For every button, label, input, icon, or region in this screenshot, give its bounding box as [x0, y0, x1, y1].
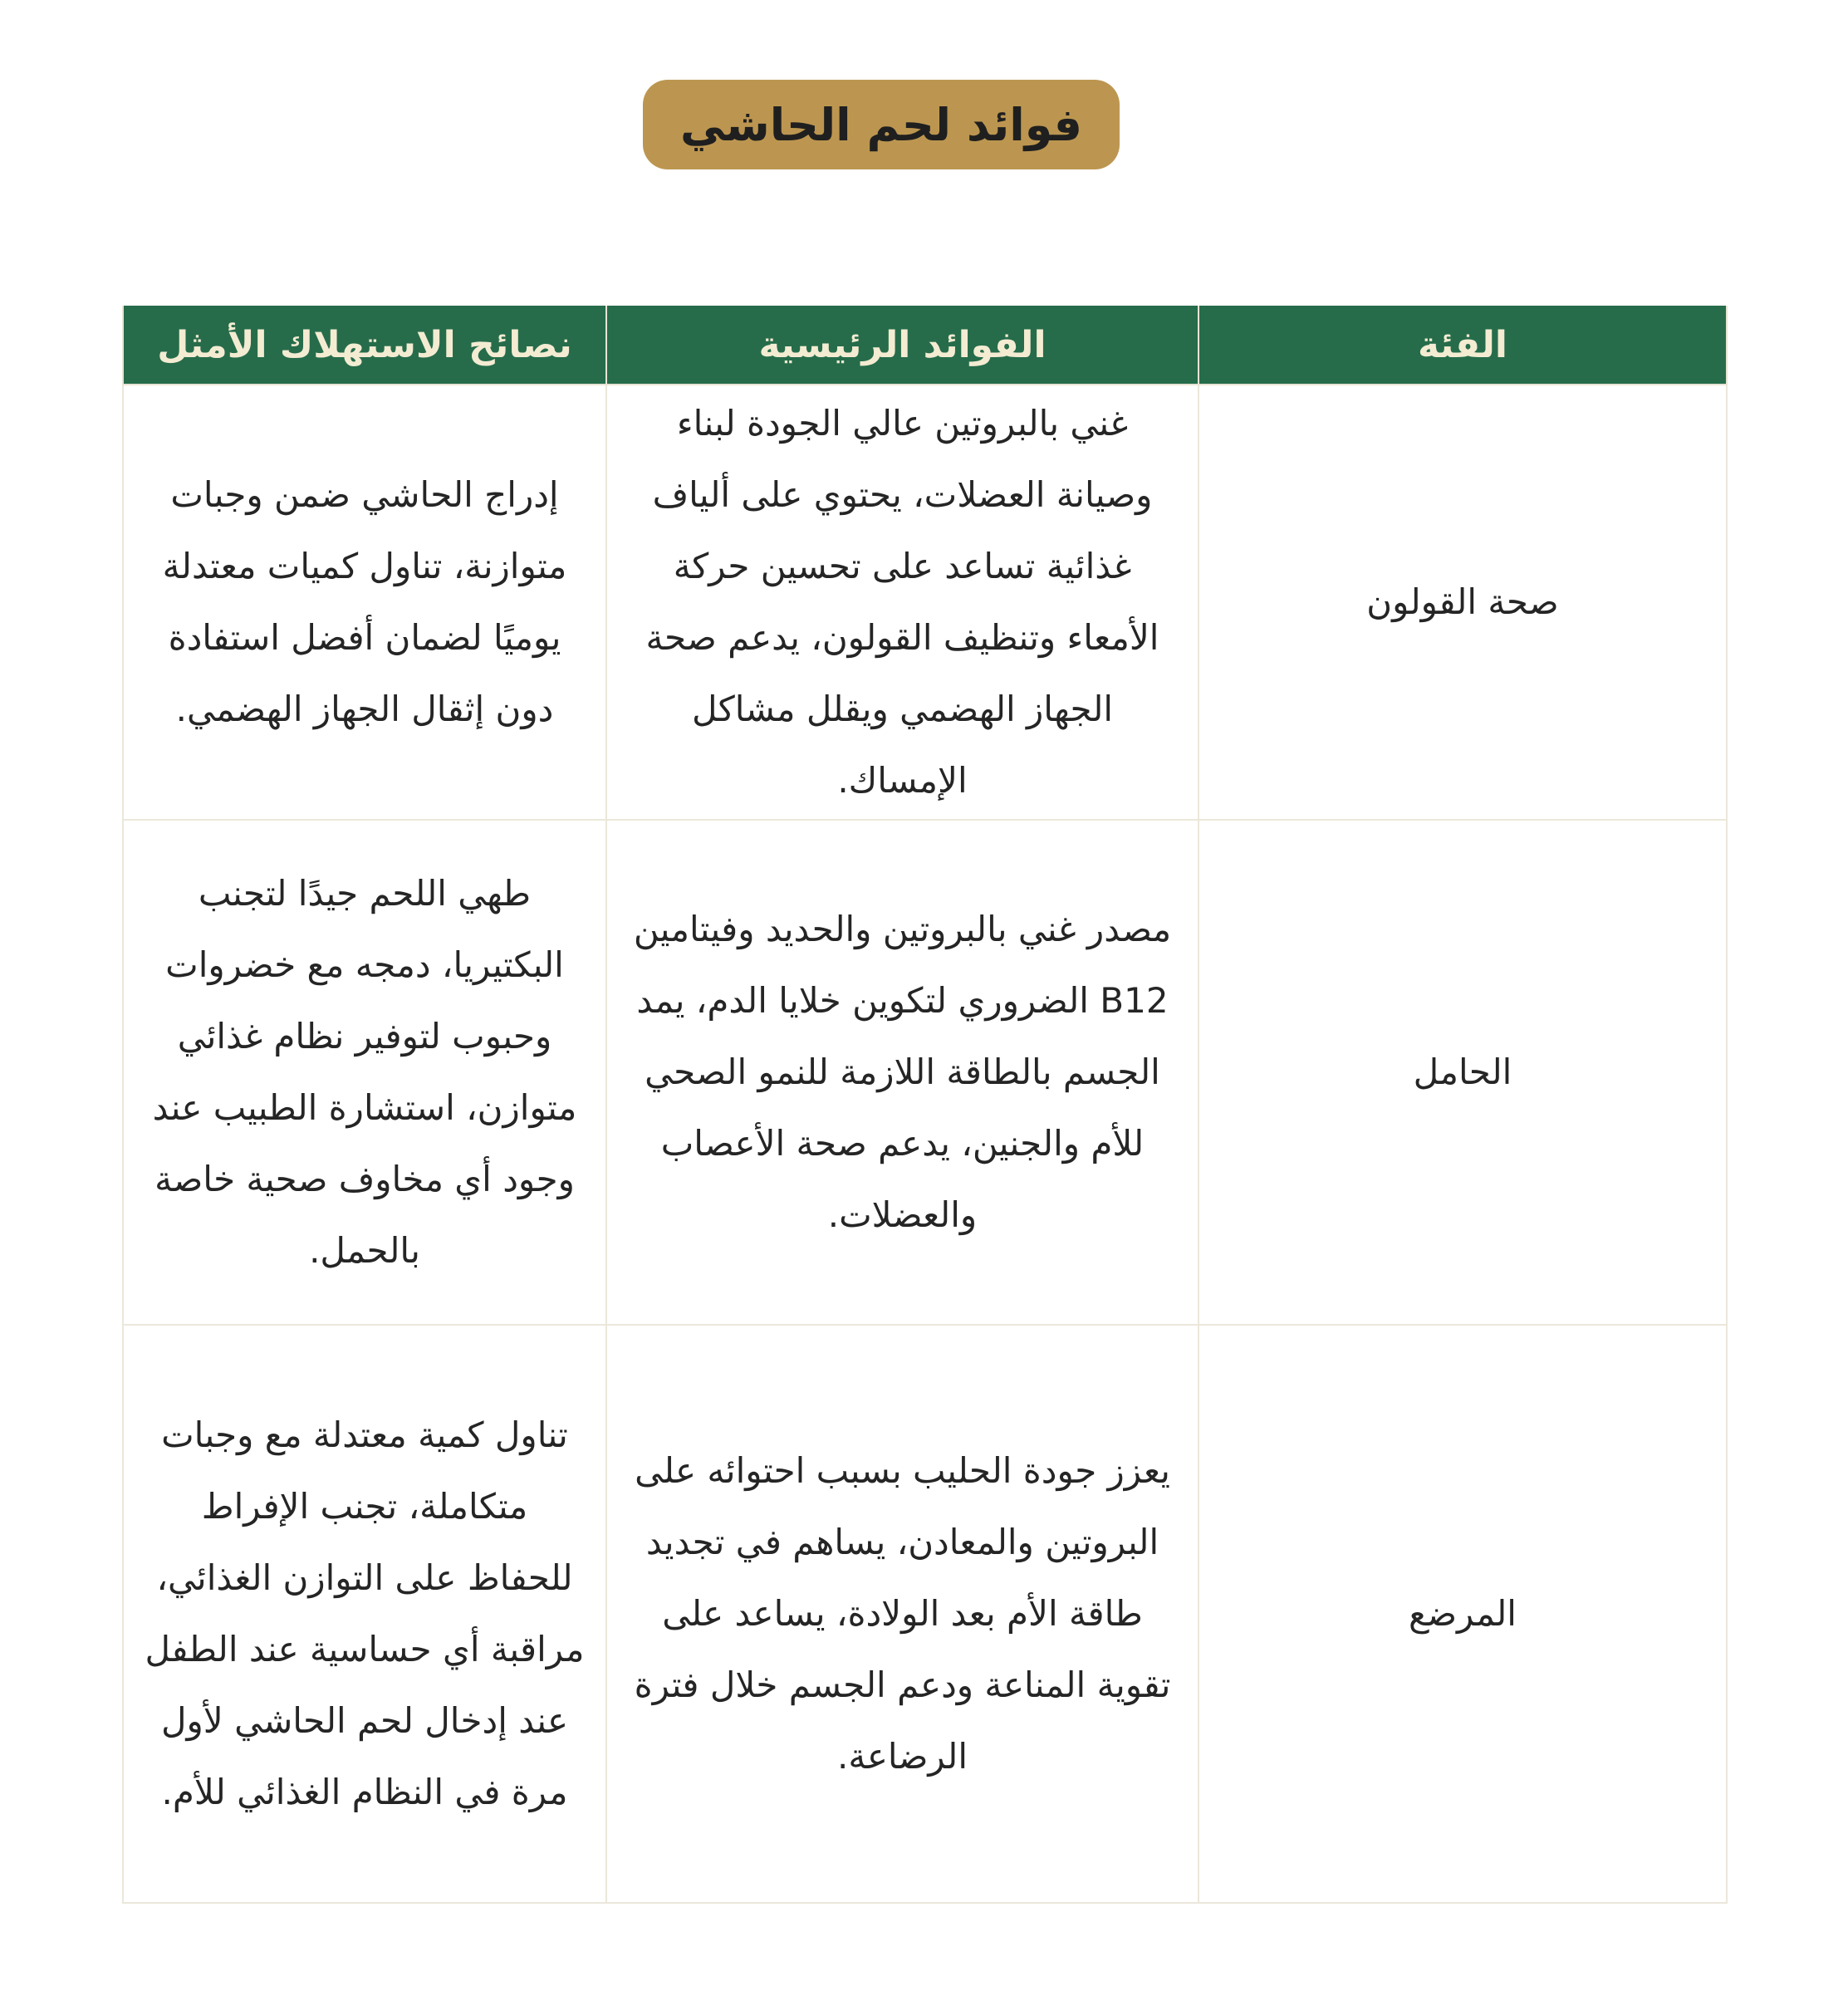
benefits-cell: مصدر غني بالبروتين والحديد وفيتامين B12 الضروري لتكوين خلايا الدم، يمد الجسم بالطاقة اللازمة للنمو الصحي للأم والجنين، يدعم صحة الأعصاب والعضلات.	[606, 820, 1199, 1325]
benefits-cell: غني بالبروتين عالي الجودة لبناء وصيانة العضلات، يحتوي على ألياف غذائية تساعد على تحسين حركة الأمعاء وتنظيف القولون، يدعم صحة الجهاز الهضمي ويقلل مشاكل الإمساك.	[606, 385, 1199, 820]
page-title: فوائد لحم الحاشي	[643, 80, 1120, 169]
header-benefits: الفوائد الرئيسية	[606, 306, 1199, 385]
table-header	[123, 306, 1727, 385]
tips-cell: إدراج الحاشي ضمن وجبات متوازنة، تناول كميات معتدلة يوميًا لضمان أفضل استفادة دون إثقال الجهاز الهضمي.	[123, 385, 606, 820]
benefits-cell: يعزز جودة الحليب بسبب احتوائه على البروتين والمعادن، يساهم في تجديد طاقة الأم بعد الولادة، يساعد على تقوية المناعة ودعم الجسم خلال فترة الرضاعة.	[606, 1325, 1199, 1903]
table-row	[123, 385, 1727, 820]
tips-cell: تناول كمية معتدلة مع وجبات متكاملة، تجنب الإفراط للحفاظ على التوازن الغذائي، مراقبة أي حساسية عند الطفل عند إدخال لحم الحاشي لأول مرة في النظام الغذائي للأم.	[123, 1325, 606, 1903]
category-cell: المرضع	[1199, 1325, 1727, 1903]
header-tips: نصائح الاستهلاك الأمثل	[123, 306, 606, 385]
table-row	[123, 1325, 1727, 1903]
tips-cell: طهي اللحم جيدًا لتجنب البكتيريا، دمجه مع خضروات وحبوب لتوفير نظام غذائي متوازن، استشارة الطبيب عند وجود أي مخاوف صحية خاصة بالحمل.	[123, 820, 606, 1325]
header-row	[123, 306, 1727, 385]
category-cell: صحة القولون	[1199, 385, 1727, 820]
table-row	[123, 820, 1727, 1325]
benefits-table	[122, 306, 1728, 1904]
header-category: الفئة	[1199, 306, 1727, 385]
category-cell: الحامل	[1199, 820, 1727, 1325]
